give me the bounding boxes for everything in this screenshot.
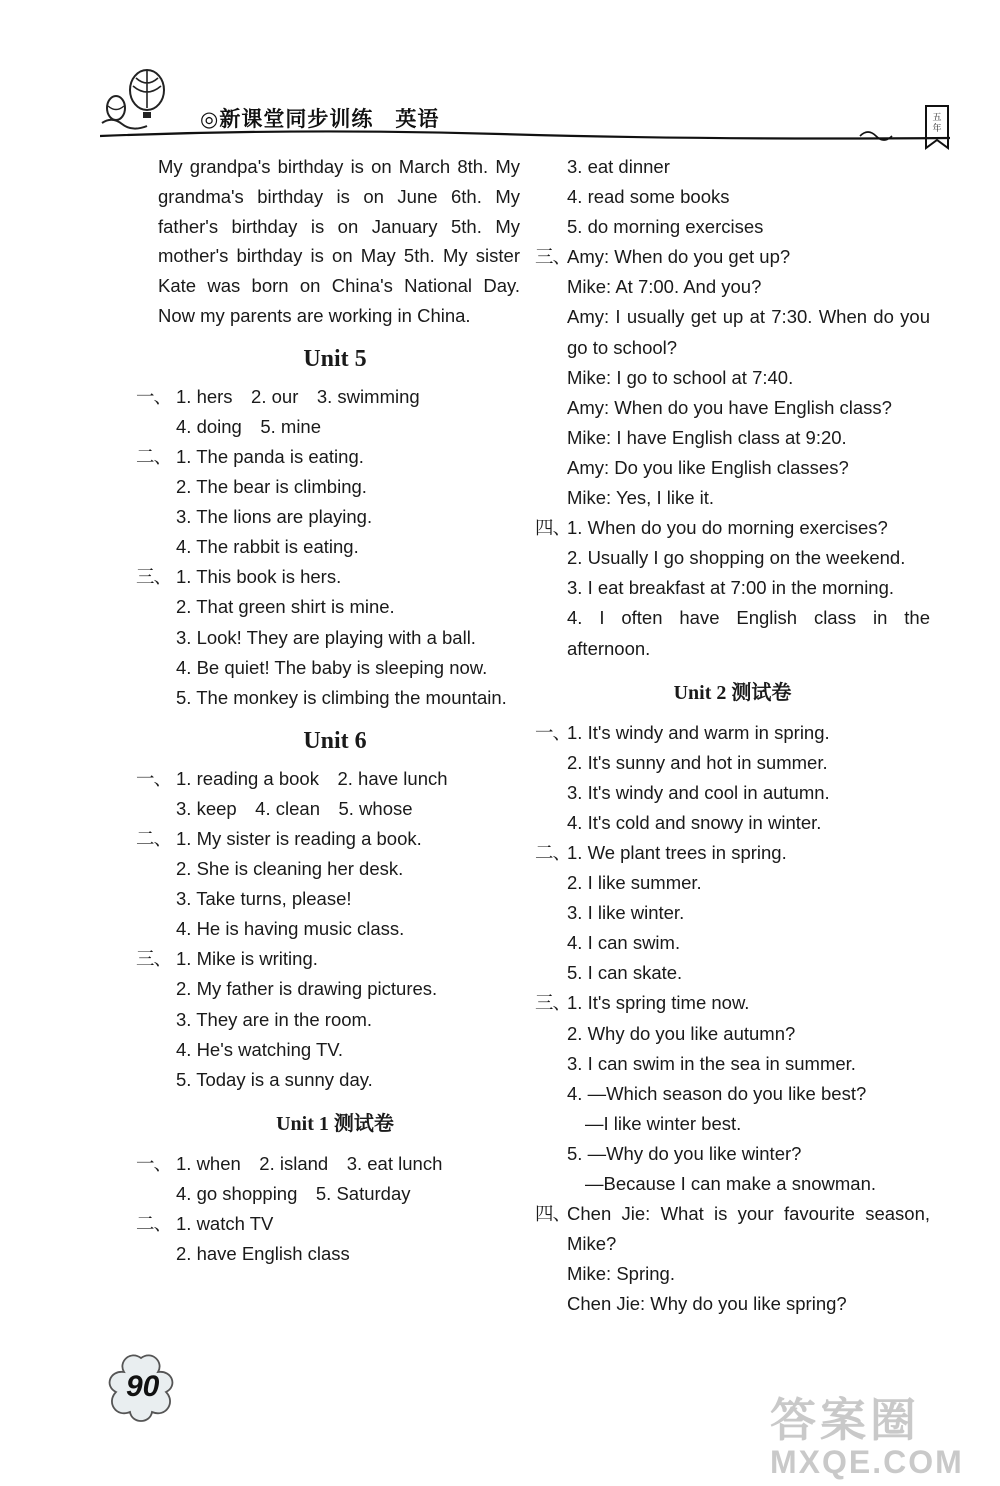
header-divider xyxy=(100,122,950,152)
list-item: 3. Take turns, please! xyxy=(176,888,352,910)
list-item: 二、 1. We plant trees in spring. xyxy=(535,838,930,868)
section-marker: 二、 xyxy=(136,1213,172,1235)
dialogue-line: Amy: I usually get up at 7:30. When do you go to school? xyxy=(567,306,930,358)
section-marker: 一、 xyxy=(136,767,172,789)
list-item: —I like winter best. xyxy=(585,1112,742,1134)
header-title: ◎新课堂同步训练 英语 xyxy=(200,108,440,131)
dialogue-line: Mike: At 7:00. And you? xyxy=(567,276,762,298)
right-column xyxy=(535,152,930,1319)
left-column xyxy=(136,152,520,1269)
section-marker: 四、 xyxy=(535,1203,571,1225)
list-item: 3. keep 4. clean 5. whose xyxy=(176,797,413,819)
section-marker: 一、 xyxy=(136,1152,172,1174)
list-item: 一、 1. hers 2. our 3. swimming xyxy=(150,382,520,412)
test1-title: Unit 1 测试卷 xyxy=(276,1112,394,1135)
list-item: 2. Why do you like autumn? xyxy=(567,1022,796,1044)
list-item: 5. —Why do you like winter? xyxy=(567,1142,802,1164)
list-item: 一、 1. when 2. island 3. eat lunch xyxy=(150,1149,520,1179)
list-item: 2. That green shirt is mine. xyxy=(176,596,395,618)
dialogue-line: Amy: Do you like English classes? xyxy=(567,456,849,478)
dialogue-line: 三、 Amy: When do you get up? xyxy=(535,242,930,272)
list-item: 3. I like winter. xyxy=(567,902,685,924)
list-item: 一、 1. reading a book 2. have lunch xyxy=(150,764,520,794)
section-marker: 二、 xyxy=(136,828,172,849)
list-item: 二、 1. watch TV xyxy=(150,1209,520,1239)
dialogue-line: Mike: Yes, I like it. xyxy=(567,487,715,509)
list-item: 5. The monkey is climbing the mountain. xyxy=(176,686,507,708)
birthday-paragraph: My grandpa's birthday is on March 8th. My grandma's birthday is on June 6th. My father's birthday is on January 5th. My mother's birthday is on May 5th. My sister Kate was born on China's National Day. Now my parents are working in China. xyxy=(158,156,520,326)
section-marker: 四、 xyxy=(535,517,571,539)
list-item: 一、 1. It's windy and warm in spring. xyxy=(535,718,930,748)
list-item: 三、 1. This book is hers. xyxy=(150,562,520,592)
unit5-title: Unit 5 xyxy=(303,345,367,372)
page-header xyxy=(0,0,1000,160)
list-item: 4. I often have English class in the afternoon. xyxy=(567,607,930,659)
list-item: 二、 1. My sister is reading a book. xyxy=(150,824,520,854)
unit6-title: Unit 6 xyxy=(303,727,367,754)
list-item: 3. I eat breakfast at 7:00 in the morning. xyxy=(567,577,895,599)
watermark-url: MXQE.COM xyxy=(770,1444,964,1480)
page-number-badge xyxy=(100,1352,182,1424)
list-item: 4. He's watching TV. xyxy=(176,1038,344,1060)
dialogue-line: 四、 Chen Jie: What is your favourite season, Mike? xyxy=(535,1199,930,1259)
section-marker: 三、 xyxy=(136,566,172,588)
list-item: 2. have English class xyxy=(176,1243,350,1265)
list-item: 3. They are in the room. xyxy=(176,1008,373,1030)
list-item: 四、 1. When do you do morning exercises? xyxy=(535,513,930,543)
list-item: 2. She is cleaning her desk. xyxy=(176,858,404,880)
list-item: 2. Usually I go shopping on the weekend. xyxy=(567,547,906,569)
dialogue-line: Amy: When do you have English class? xyxy=(567,396,892,418)
watermark-logo-text: 答案圈 xyxy=(770,1394,920,1446)
list-item: 5. I can skate. xyxy=(567,962,683,984)
list-item: 3. Look! They are playing with a ball. xyxy=(176,626,476,648)
list-item: 4. go shopping 5. Saturday xyxy=(176,1182,411,1204)
section-marker: 二、 xyxy=(136,445,172,467)
list-item: 3. It's windy and cool in autumn. xyxy=(567,781,830,803)
list-item: 4. The rabbit is eating. xyxy=(176,536,359,558)
section-marker: 一、 xyxy=(136,385,172,407)
section-marker: 三、 xyxy=(535,992,571,1014)
grade-text: 五年 xyxy=(932,112,942,133)
list-item: 4. It's cold and snowy in winter. xyxy=(567,811,822,833)
list-item: 二、 1. The panda is eating. xyxy=(150,442,520,472)
list-item: 三、 1. Mike is writing. xyxy=(150,944,520,974)
test2-title: Unit 2 测试卷 xyxy=(673,681,792,704)
list-item: 4. doing 5. mine xyxy=(176,415,322,437)
list-item: 2. The bear is climbing. xyxy=(176,476,367,498)
page-number: 90 xyxy=(126,1370,160,1403)
list-item: 4. —Which season do you like best? xyxy=(567,1082,867,1104)
list-item: 4. He is having music class. xyxy=(176,918,405,940)
list-item: 3. eat dinner xyxy=(567,156,670,177)
list-item: 三、 1. It's spring time now. xyxy=(535,988,930,1018)
section-marker: 三、 xyxy=(136,948,172,970)
list-item: —Because I can make a snowman. xyxy=(585,1173,877,1194)
dialogue-line: Mike: Spring. xyxy=(567,1263,675,1285)
list-item: 4. I can swim. xyxy=(567,932,681,954)
list-item: 2. I like summer. xyxy=(567,872,702,894)
section-marker: 一、 xyxy=(535,721,571,743)
list-item: 5. do morning exercises xyxy=(567,216,764,238)
list-item: 4. read some books xyxy=(567,186,730,208)
list-item: 2. My father is drawing pictures. xyxy=(176,978,438,1000)
watermark xyxy=(770,1395,985,1480)
list-item: 2. It's sunny and hot in summer. xyxy=(567,751,828,773)
list-item: 5. Today is a sunny day. xyxy=(176,1068,373,1090)
dialogue-line: Chen Jie: Why do you like spring? xyxy=(567,1293,847,1315)
section-marker: 二、 xyxy=(535,841,571,863)
list-item: 3. The lions are playing. xyxy=(176,506,373,528)
dialogue-line: Mike: I have English class at 9:20. xyxy=(567,426,847,448)
grade-label xyxy=(920,102,954,152)
section-marker: 三、 xyxy=(535,246,571,268)
list-item: 3. I can swim in the sea in summer. xyxy=(567,1052,856,1074)
dialogue-line: Mike: I go to school at 7:40. xyxy=(567,366,794,388)
list-item: 4. Be quiet! The baby is sleeping now. xyxy=(176,656,488,678)
